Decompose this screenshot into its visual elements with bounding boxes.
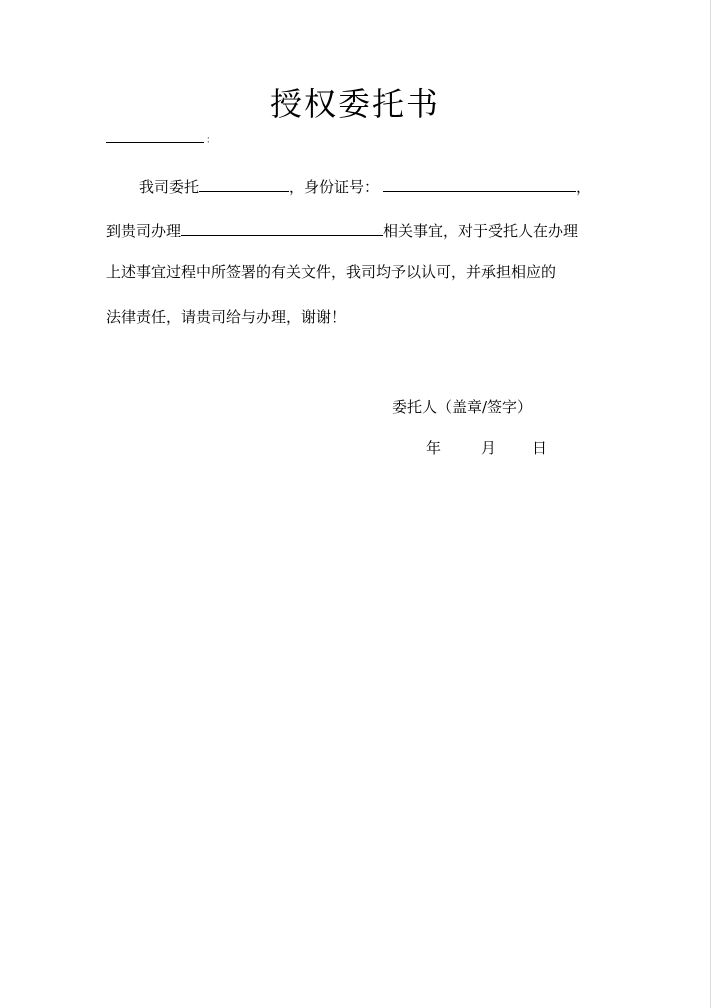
entrust-label: 我司委托 xyxy=(139,178,200,196)
matter-blank[interactable] xyxy=(181,219,383,236)
paragraph-line-3: 上述事宜过程中所签署的有关文件，我司均予以认可，并承担相应的 xyxy=(106,263,557,281)
addressee-colon: ： xyxy=(206,135,216,146)
addressee-blank[interactable] xyxy=(106,126,204,143)
paragraph-line-1 xyxy=(106,175,591,197)
paragraph-line-2 xyxy=(106,219,578,241)
id-number-label: ，身份证号： xyxy=(289,178,380,196)
agent-name-blank[interactable] xyxy=(199,175,289,192)
date-month: 月 xyxy=(481,439,497,457)
related-matters-text: 相关事宜，对于受托人在办理 xyxy=(383,222,579,240)
document-title: 授权委托书 xyxy=(269,85,440,123)
comma-text: ， xyxy=(576,178,592,196)
date-line xyxy=(426,438,547,458)
id-number-blank[interactable] xyxy=(383,175,576,192)
principal-signature-label: 委托人（盖章/签字） xyxy=(392,398,533,416)
handle-at-label: 到贵司办理 xyxy=(106,222,182,240)
date-year: 年 xyxy=(426,439,442,457)
addressee-line xyxy=(106,126,216,151)
paragraph-line-4: 法律责任，请贵司给与办理，谢谢！ xyxy=(106,308,347,326)
date-day: 日 xyxy=(532,439,548,457)
